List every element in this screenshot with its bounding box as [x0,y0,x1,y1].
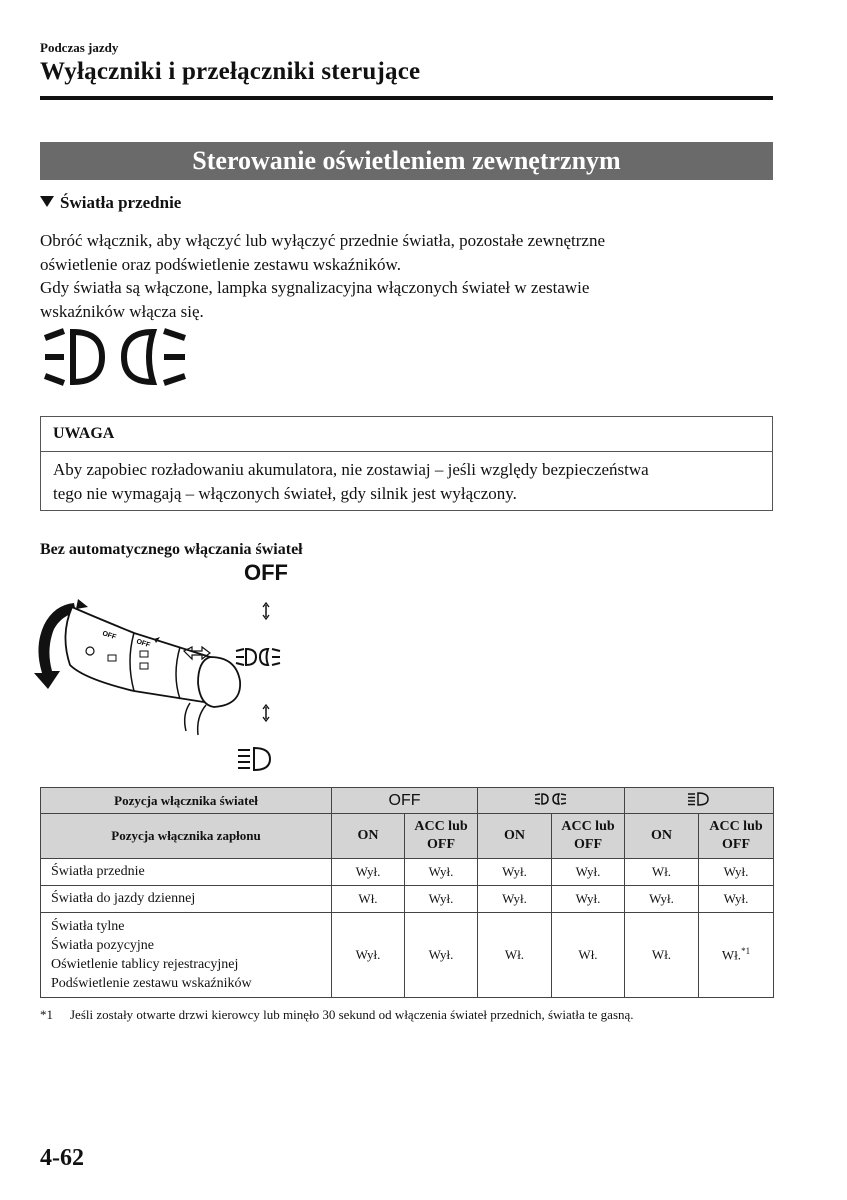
note-body [53,458,758,506]
table-row [41,913,774,998]
table-row-label: Światła tylne Światła pozycyjne Oświetlenie tablicy rejestracyjnej Podświetlenie zestawu wskaźników [41,913,332,998]
footnote-ref: *1 [741,946,751,957]
table-cell: Wył. [552,859,625,886]
footnote [40,1007,634,1023]
off-position-label: OFF [244,560,288,585]
table-header-row [41,788,774,814]
footnote-marker: *1 [40,1007,53,1022]
position-lamp-icon [534,792,568,806]
headlamp-indicator-icon [40,322,190,392]
paragraph-line: Gdy światła są włączone, lampka sygnalizacyjna włączonych świateł w zestawie [40,278,590,297]
table-cell: Wył. [478,886,552,913]
table-cell: Wył. [699,886,774,913]
position-lamp-icon [236,649,280,665]
table-cell: Wł. [552,913,625,998]
table-cell: Wył. [478,859,552,886]
triangle-bullet-icon [40,196,54,207]
ring-off-label: OFF [135,638,151,650]
paragraph-line: wskaźników włącza się. [40,301,204,321]
breadcrumb: Podczas jazdy [40,40,119,55]
table-header-cell: ACC lub OFF [552,814,625,859]
table-cell: Wył. [332,913,405,998]
paragraph-1 [40,229,740,323]
table-header-cell: ACC lub OFF [699,814,774,859]
page-number: 4-62 [40,1145,84,1171]
table-cell: Wł.$^{*1}$ [699,913,774,998]
ring-off-label: OFF [101,630,117,642]
note-heading: UWAGA [41,417,772,452]
section-banner: Sterowanie oświetleniem zewnętrznym [40,142,773,180]
table-row [41,859,774,886]
subheading [40,193,181,213]
page-title: Wyłączniki i przełączniki sterujące [40,58,421,85]
note-line: tego nie wymagają – włączonych świateł, gdy silnik jest wyłączony. [53,484,517,503]
table-header-cell: OFF [332,788,478,814]
table-header-cell: Pozycja włącznika zapłonu [41,814,332,859]
light-switch-diagram [30,585,310,785]
title-rule [40,96,773,100]
table-cell: Wł. [625,859,699,886]
table-header-cell: ON [332,814,405,859]
low-beam-icon [687,792,711,806]
note-box [40,416,773,511]
table-row [41,886,774,913]
table-cell: Wł. [332,886,405,913]
note-line: Aby zapobiec rozładowaniu akumulatora, nie zostawiaj – jeśli względy bezpieczeństwa [53,460,649,479]
table-cell: Wył. [405,913,478,998]
table-cell: Wł. [625,913,699,998]
table-cell: Wył. [332,859,405,886]
table-cell: Wył. [625,886,699,913]
low-beam-icon [238,748,270,770]
table-header-row [41,814,774,859]
table-cell: Wł. [478,913,552,998]
table-cell: Wył. [699,859,774,886]
lighting-table [40,787,774,998]
table-header-cell [625,788,774,814]
table-row-label: Światła przednie [41,859,332,886]
table-cell: Wył. [405,886,478,913]
paragraph-line: Obróć włącznik, aby włączyć lub wyłączyć przednie światła, pozostałe zewnętrzne [40,231,605,250]
table-cell: Wył. [552,886,625,913]
table-header-cell: ACC lub OFF [405,814,478,859]
footnote-text: Jeśli zostały otwarte drzwi kierowcy lub minęło 30 sekund od włączenia świateł przednich, światła te gasną. [70,1007,634,1022]
subheading-text: Światła przednie [60,193,182,212]
table-header-cell: Pozycja włącznika świateł [41,788,332,814]
figure-caption: Bez automatycznego włączania świateł [40,541,303,558]
paragraph-line: oświetlenie oraz podświetlenie zestawu wskaźników. [40,254,401,274]
table-row-label: Światła do jazdy dziennej [41,886,332,913]
table-header-cell [478,788,625,814]
table-header-cell: ON [625,814,699,859]
table-header-cell: ON [478,814,552,859]
table-cell: Wył. [405,859,478,886]
